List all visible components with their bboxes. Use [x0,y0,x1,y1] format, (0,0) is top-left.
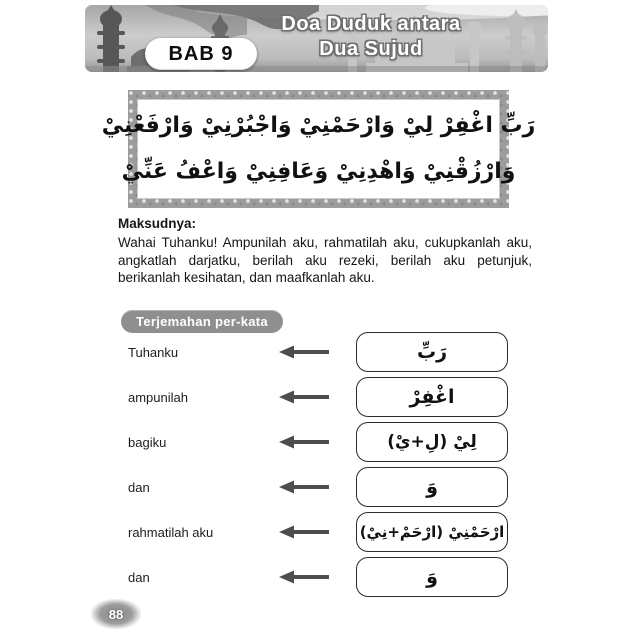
table-row [128,557,510,597]
meaning-section [118,216,532,287]
arabic-word-box [356,512,508,552]
arabic-word-box [356,557,508,597]
left-arrow-icon [278,569,330,585]
dua-line-1: رَبِّ اغْفِرْ لِيْ وَارْحَمْنِيْ وَاجْبُرْنِيْ وَارْفَعْنِيْ [101,113,536,138]
arabic-word: رَبِّ [416,341,448,363]
arabic-word: ارْحَمْنِيْ (ارْحَمْ+نِيْ) [359,523,505,541]
left-arrow-icon [278,524,330,540]
malay-word-label: dan [128,479,150,495]
chapter-title-line2: Dua Sujud [319,38,423,60]
malay-word-label: bagiku [128,434,167,450]
arabic-word: لِيْ (لِ+يْ) [387,432,477,452]
malay-word-label: dan [128,569,150,585]
dua-line-2: وَارْزُقْنِيْ وَاهْدِنِيْ وَعَافِنِيْ وَاعْفُ عَنِّيْ [121,159,516,184]
meaning-text: Wahai Tuhanku! Ampunilah aku, rahmatilah aku, cukupkanlah aku, angkatlah darjatku, berilah aku rezeki, berilah aku petunjuk, berikanlah kesihatan, dan maafkanlah aku. [118,235,532,285]
table-row [128,332,510,372]
dua-frame [101,90,536,208]
word-translation-table [128,332,510,602]
table-row [128,422,510,462]
page-number: 88 [91,599,141,629]
malay-word-label: Tuhanku [128,344,179,360]
meaning-heading: Maksudnya: [118,216,197,231]
chapter-header [85,5,548,72]
malay-word-label: rahmatilah aku [128,524,214,540]
table-row [128,512,510,552]
left-arrow-icon [278,434,330,450]
left-arrow-icon [278,479,330,495]
arabic-word: وَ [426,476,438,498]
arabic-word: وَ [426,566,438,588]
left-arrow-icon [278,389,330,405]
word-translation-heading: Terjemahan per-kata [121,310,283,333]
arabic-word-box [356,467,508,507]
dua-arabic-text [101,99,536,199]
table-row [128,467,510,507]
arabic-word-box [356,377,508,417]
arabic-word-box [356,422,508,462]
left-arrow-icon [278,344,330,360]
arabic-word: اغْفِرْ [409,386,455,408]
chapter-title [253,12,489,62]
chapter-title-line1: Doa Duduk antara [281,13,461,35]
chapter-badge: BAB 9 [145,38,257,70]
malay-word-label: ampunilah [128,389,188,405]
arabic-word-box [356,332,508,372]
table-row [128,377,510,417]
